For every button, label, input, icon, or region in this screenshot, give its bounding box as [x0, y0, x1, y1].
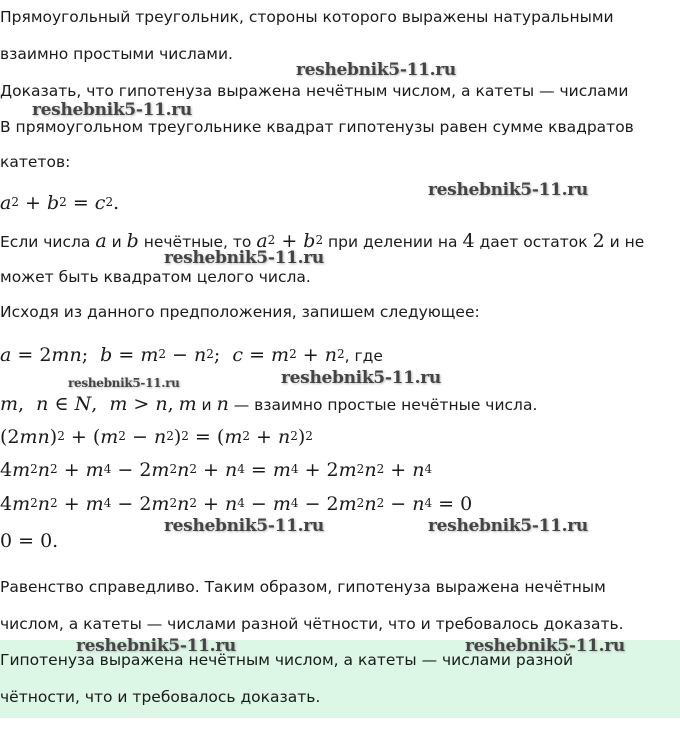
p2-text-e: и не	[609, 233, 645, 251]
watermark: reshebnik5-11.ru	[32, 100, 192, 120]
formula-parametrization: a = 2mn; $b = m^2 - n^2$; $c = m^2 + n^2$, где	[0, 344, 383, 366]
expr-sum-squares: $a^2 + b^2$	[256, 230, 324, 252]
formula-pythagoras: $a^2 + b^2 = c^2$.	[0, 192, 120, 214]
formula-result: 0 = 0.	[0, 530, 59, 552]
watermark: reshebnik5-11.ru	[296, 60, 456, 80]
p2-text-a: Если числа	[0, 233, 91, 251]
solution-p3: Исходя из данного предположения, запишем следующее:	[0, 303, 480, 321]
formula-equation-1: $(2mn)^2 + (m^2 - n^2)^2 = (m^2 + n^2)^2$	[0, 426, 313, 448]
task-text-line2: взаимно простыми числами.	[0, 45, 233, 63]
conclusion-line2: числом, а катеты — числами разной чётности, что и требовалось доказать.	[0, 615, 624, 633]
num-two: 2	[592, 230, 605, 252]
var-a: a	[95, 230, 107, 252]
p2-text-c: при делении на	[328, 233, 458, 251]
where-text: , где	[344, 347, 383, 365]
num-four: 4	[462, 230, 475, 252]
answer-line2: чётности, что и требовалось доказать.	[0, 688, 321, 706]
watermark: reshebnik5-11.ru	[465, 636, 625, 656]
solution-p1-line1: В прямоугольном треугольнике квадрат гипотенузы равен сумме квадратов	[0, 118, 634, 136]
p2-text-d: дает остаток	[479, 233, 588, 251]
answer-line1: Гипотенуза выражена нечётным числом, а катеты — числами разной	[0, 651, 574, 669]
solution-p1-line2: катетов:	[0, 153, 71, 171]
formula-equation-2: $4m^2n^2 + m^4 - 2m^2n^2 + n^4 = m^4 + 2m^2n^2 + n^4$	[0, 459, 433, 481]
conclusion-line1: Равенство справедливо. Таким образом, гипотенуза выражена нечётным	[0, 578, 606, 596]
and-text: и	[201, 396, 212, 414]
solution-p2-line2: может быть квадратом целого числа.	[0, 268, 311, 286]
var-b: b	[126, 230, 139, 252]
watermark: reshebnik5-11.ru	[281, 368, 441, 388]
watermark: reshebnik5-11.ru	[164, 516, 324, 536]
watermark: reshebnik5-11.ru	[428, 180, 588, 200]
watermark: reshebnik5-11.ru	[164, 248, 324, 268]
task-text-line1: Прямоугольный треугольник, стороны которого выражены натуральными	[0, 8, 614, 26]
task-text-line3: Доказать, что гипотенуза выражена нечётным числом, а катеты — числами	[0, 82, 629, 100]
formula-equation-3: $4m^2n^2 + m^4 - 2m^2n^2 + n^4 - m^4 - 2m^2n^2 - n^4 = 0$	[0, 493, 473, 515]
watermark: reshebnik5-11.ru	[68, 376, 180, 390]
watermark: reshebnik5-11.ru	[76, 636, 236, 656]
watermark: reshebnik5-11.ru	[428, 516, 588, 536]
p2-text-and: и	[111, 233, 122, 251]
coprime-text: — взаимно простые нечётные числа.	[233, 396, 538, 414]
p2-text-b: нечётные, то	[143, 233, 252, 251]
formula-conditions: m, n ∈ N, m > n, m и n — взаимно простые нечётные числа.	[0, 393, 538, 415]
